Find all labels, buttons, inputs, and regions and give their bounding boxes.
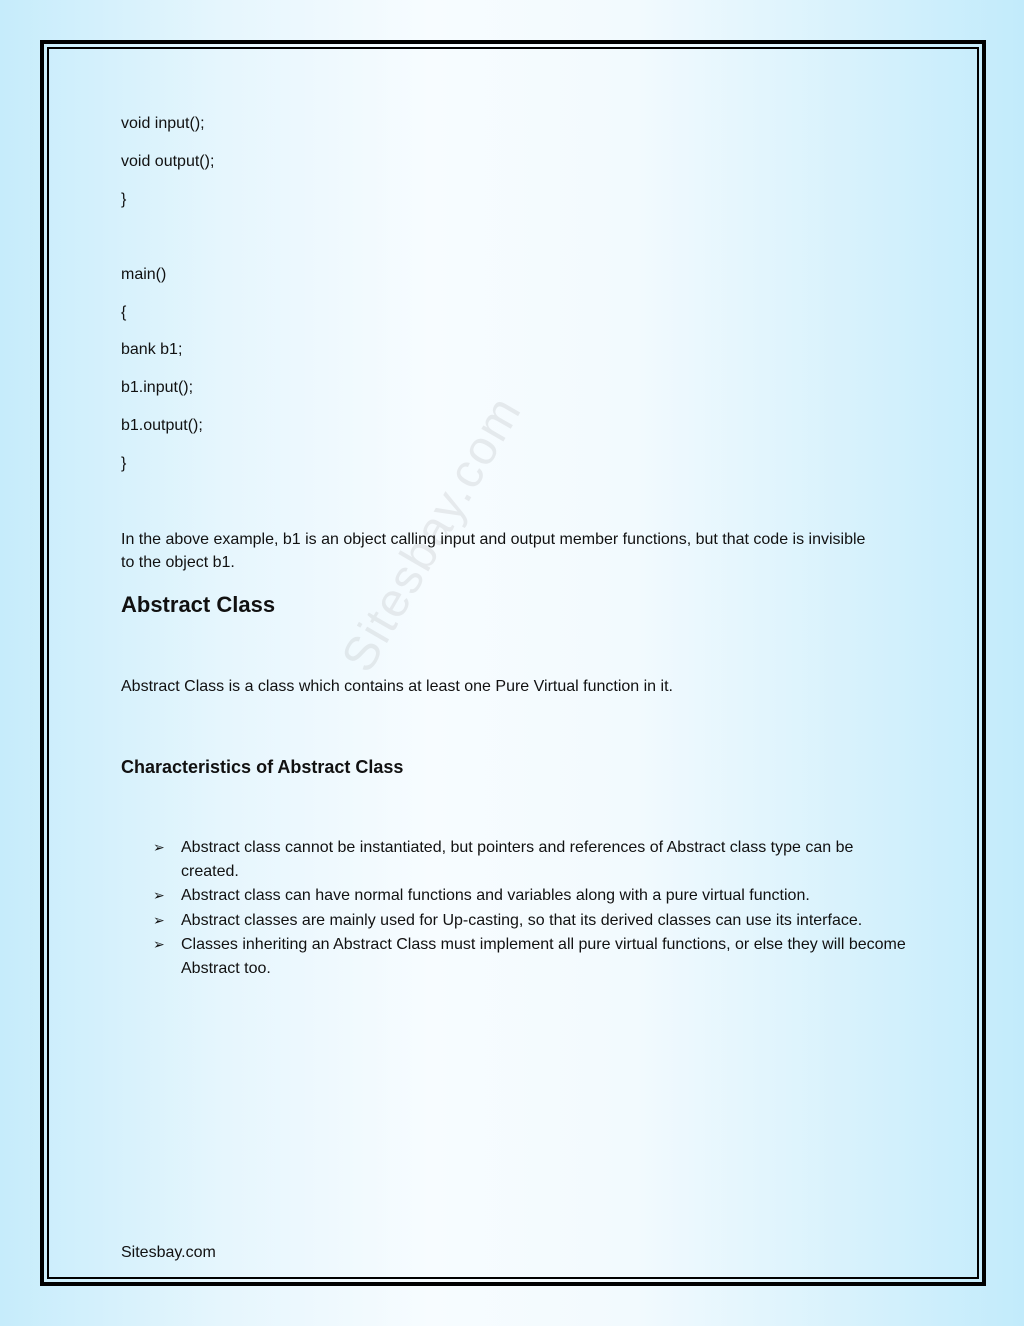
arrow-bullet-icon: ➢ <box>153 911 165 928</box>
list-item: ➢ Classes inheriting an Abstract Class must implement all pure virtual functions, or else they will become Abstract too. <box>153 933 913 980</box>
code-line: b1.input(); <box>121 379 194 396</box>
code-line: { <box>121 304 127 321</box>
arrow-bullet-icon: ➢ <box>153 887 165 903</box>
intro-paragraph: In the above example, b1 is an object calling input and output member functions, but that code is invisible to the object b1. <box>121 531 866 571</box>
code-line: void output(); <box>121 153 215 170</box>
list-item: ➢ Abstract class cannot be instantiated, but pointers and references of Abstract class type can be created. <box>153 836 913 883</box>
arrow-bullet-icon: ➢ <box>153 839 165 855</box>
code-line: } <box>121 455 127 472</box>
section-heading: Abstract Class <box>121 592 276 617</box>
arrow-bullet-icon: ➢ <box>153 936 165 952</box>
code-line: b1.output(); <box>121 417 203 434</box>
code-line: bank b1; <box>121 341 183 358</box>
definition-paragraph: Abstract Class is a class which contains at least one Pure Virtual function in it. <box>121 678 673 695</box>
page-border-inner <box>47 47 979 1279</box>
list-item: ➢ Abstract classes are mainly used for Up-casting, so that its derived classes can use its interface. <box>153 909 913 933</box>
code-line: } <box>121 191 127 208</box>
subheading: Characteristics of Abstract Class <box>121 757 404 777</box>
watermark: Sitesbay.com <box>332 387 533 681</box>
characteristics-list <box>153 836 913 981</box>
code-line: main() <box>121 266 167 283</box>
footer-text: Sitesbay.com <box>121 1244 216 1261</box>
code-line: void input(); <box>121 115 205 132</box>
list-item: ➢ Abstract class can have normal functions and variables along with a pure virtual function. <box>153 884 913 908</box>
